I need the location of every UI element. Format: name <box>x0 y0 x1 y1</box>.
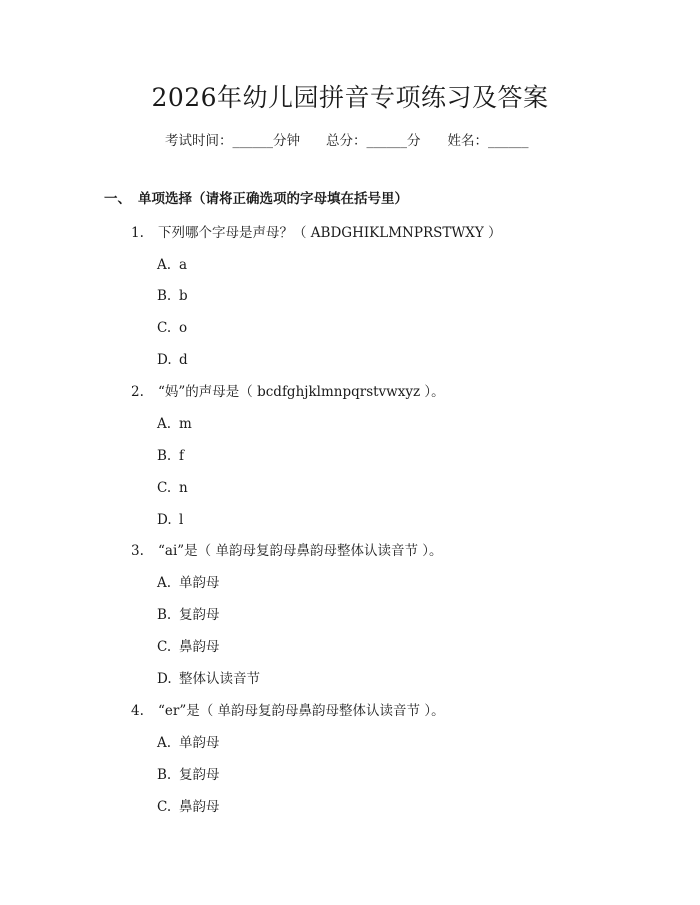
option-letter: B. <box>157 448 172 464</box>
option-letter: C. <box>157 320 172 336</box>
student-name-field: 姓名：______ <box>447 133 529 149</box>
question-4-option-b <box>157 765 220 785</box>
option-letter: B. <box>157 607 172 623</box>
option-text: 复韵母 <box>179 607 220 623</box>
question-number: 1. <box>131 225 144 241</box>
option-letter: A. <box>157 575 172 591</box>
option-letter: A. <box>157 257 172 273</box>
option-letter: C. <box>157 480 172 496</box>
option-text: 鼻韵母 <box>179 799 220 815</box>
question-text: 下列哪个字母是声母？（ ABDGHIKLMNPRSTWXY ） <box>158 225 502 241</box>
question-2-option-b <box>157 446 184 466</box>
question-number: 2. <box>131 384 144 400</box>
option-text: n <box>179 480 188 496</box>
option-letter: D. <box>157 352 172 368</box>
option-text: b <box>179 288 188 304</box>
option-letter: D. <box>157 512 172 528</box>
section-number: 一、 <box>104 191 131 207</box>
question-3-option-d <box>157 669 260 689</box>
option-letter: C. <box>157 639 172 655</box>
option-letter: C. <box>157 799 172 815</box>
exam-info-line <box>165 131 529 151</box>
question-4 <box>131 701 445 721</box>
question-1-option-a <box>157 255 187 275</box>
question-3-option-c <box>157 637 220 657</box>
question-3 <box>131 541 443 561</box>
option-letter: A. <box>157 416 172 432</box>
option-letter: D. <box>157 671 172 687</box>
question-text: “er”是（ 单韵母复韵母鼻韵母整体认读音节 ）。 <box>158 703 445 719</box>
question-2-option-a <box>157 414 192 434</box>
question-1 <box>131 223 502 243</box>
question-1-option-b <box>157 286 188 306</box>
option-text: m <box>179 416 192 432</box>
option-text: 整体认读音节 <box>179 671 260 687</box>
question-1-option-c <box>157 318 187 338</box>
question-2-option-d <box>157 510 183 530</box>
question-2 <box>131 382 445 402</box>
question-number: 4. <box>131 703 144 719</box>
question-4-option-c <box>157 797 220 817</box>
option-text: a <box>179 257 188 273</box>
option-text: 单韵母 <box>179 735 220 751</box>
question-text: “妈”的声母是（ bcdfghjklmnpqrstvwxyz ）。 <box>158 384 445 400</box>
option-letter: B. <box>157 288 172 304</box>
option-text: d <box>179 352 188 368</box>
option-text: 单韵母 <box>179 575 220 591</box>
option-text: l <box>179 512 184 528</box>
option-letter: A. <box>157 735 172 751</box>
question-2-option-c <box>157 478 188 498</box>
option-text: f <box>179 448 184 464</box>
question-3-option-a <box>157 573 220 593</box>
option-text: 复韵母 <box>179 767 220 783</box>
total-score-field: 总分：______分 <box>326 133 421 149</box>
question-text: “ai”是（ 单韵母复韵母鼻韵母整体认读音节 ）。 <box>158 543 443 559</box>
document-title: 2026年幼儿园拼音专项练习及答案 <box>151 83 549 112</box>
option-text: o <box>179 320 188 336</box>
section-title: 单项选择（请将正确选项的字母填在括号里） <box>138 191 408 207</box>
exam-time-field: 考试时间：______分钟 <box>165 133 300 149</box>
section-heading <box>104 189 408 209</box>
option-text: 鼻韵母 <box>179 639 220 655</box>
question-number: 3. <box>131 543 144 559</box>
question-4-option-a <box>157 733 220 753</box>
question-3-option-b <box>157 605 220 625</box>
question-1-option-d <box>157 350 188 370</box>
option-letter: B. <box>157 767 172 783</box>
